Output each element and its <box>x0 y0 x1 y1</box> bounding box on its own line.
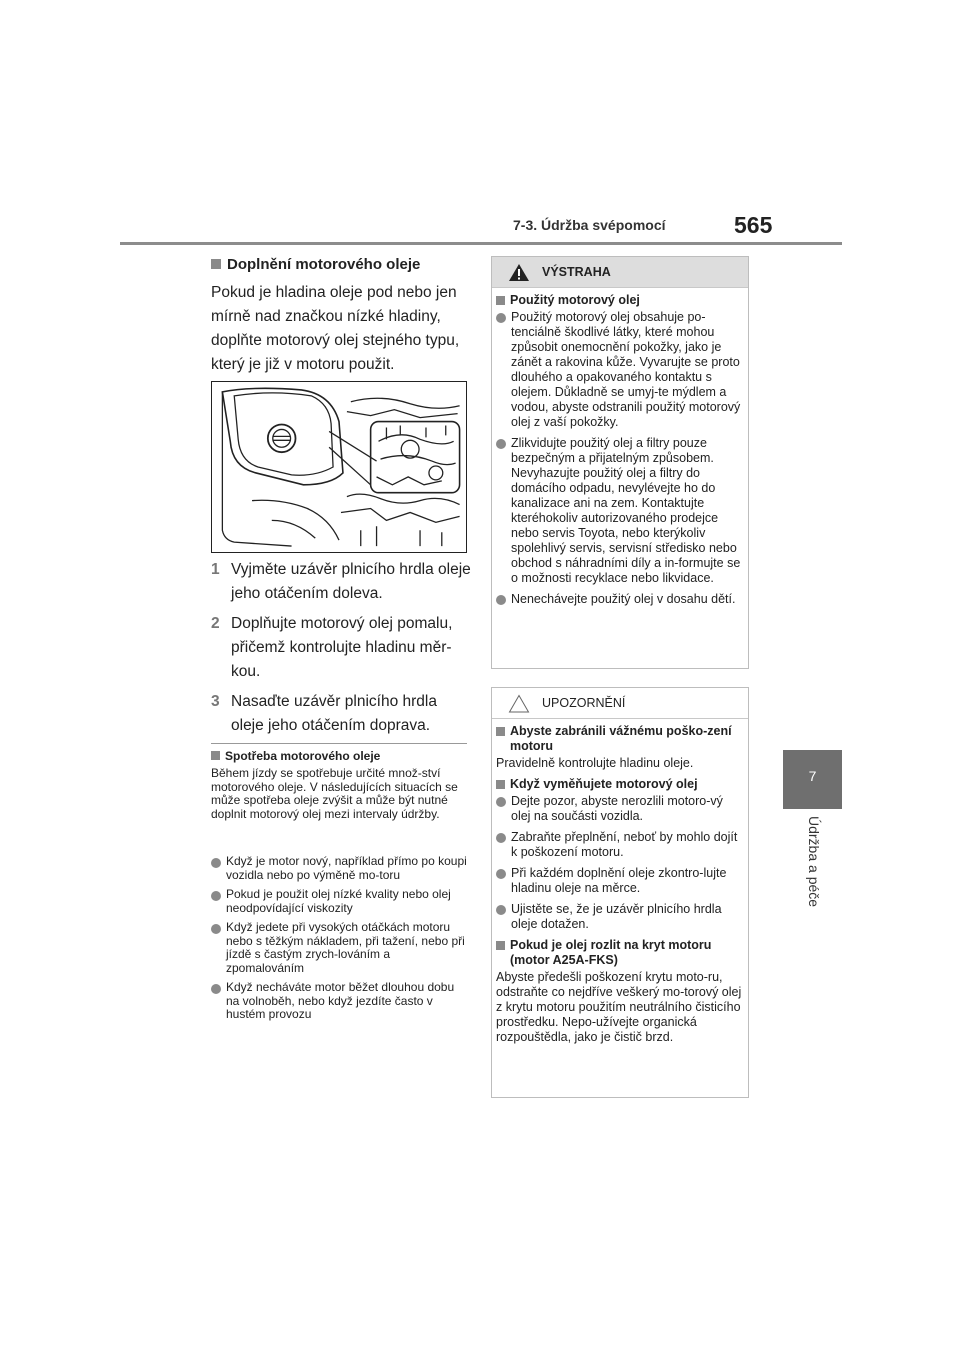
step-number: 2 <box>211 615 220 632</box>
list-item <box>496 592 743 607</box>
bullet-icon <box>496 439 506 449</box>
list-item-text: Zabraňte přeplnění, neboť by mohlo dojít k poškození motoru. <box>511 830 738 859</box>
warning-title: VÝSTRAHA <box>542 265 611 279</box>
list-item <box>211 981 469 1022</box>
step-number: 3 <box>211 693 220 710</box>
list-item-text: Ujistěte se, že je uzávěr plnicího hrdla oleje dotažen. <box>511 902 722 931</box>
bullet-icon <box>211 984 221 994</box>
list-item-text: Dejte pozor, abyste nerozlili motoro-vý olej na součásti vozidla. <box>511 794 723 823</box>
divider <box>211 743 467 744</box>
bullet-icon <box>496 833 506 843</box>
list-item <box>496 830 743 860</box>
warning-heading-text: Použitý motorový olej <box>510 293 640 307</box>
section-heading-text: Doplnění motorového oleje <box>227 256 421 273</box>
square-bullet-icon <box>496 296 505 305</box>
bullet-icon <box>496 797 506 807</box>
section-heading <box>211 256 420 273</box>
chapter-tab <box>783 750 842 809</box>
list-item-text: Použitý motorový olej obsahuje po-tenciálně škodlivé látky, které mohou způsobit onemocnění pokožky, jako je zánět a rakovina kůže. Vyvarujte se proto dlouhého a opakovaného kontaktu s olejem. Důkladně se umyj-te mýdlem a vodou, abyste odstranili použitý motorový olej z vaší pokožky. <box>511 310 741 429</box>
engine-illustration <box>211 381 467 553</box>
warning-header <box>492 257 748 288</box>
square-bullet-icon <box>496 941 505 950</box>
list-item-text: Když je motor nový, například přímo po koupi vozidla nebo po výměně mo-toru <box>226 854 467 882</box>
notice-heading <box>496 938 743 968</box>
warning-triangle-icon <box>508 263 530 282</box>
engine-bay-drawing <box>212 382 466 552</box>
bullet-icon <box>496 905 506 915</box>
list-item-text: Zlikvidujte použitý olej a filtry pouze bezpečným a přijatelným způsobem. Nevyhazujte použitý olej a filtry do domácího odpadu, nevylévejte ho do kanalizace ani na zem. Kontaktujte kteréhokoliv autorizovaného prodejce nebo servis Toyota, nebo kterýkoliv spolehlivý servis, servisní středisko nebo obchod s náhradními díly a in-formujte se o možnosti recyklace nebo likvidace. <box>511 436 741 585</box>
step-text: Vyjměte uzávěr plnicího hrdla oleje jeho otáčením doleva. <box>231 561 471 602</box>
list-item-text: Nenechávejte použitý olej v dosahu dětí. <box>511 592 736 606</box>
section-title: 7-3. Údržba svépomocí <box>513 217 666 233</box>
bullet-icon <box>496 313 506 323</box>
list-item <box>496 866 743 896</box>
warning-box <box>491 256 749 669</box>
notice-heading-text: Abyste zabránili vážnému poško-zení motoru <box>510 724 732 753</box>
list-item <box>496 794 743 824</box>
square-bullet-icon <box>496 780 505 789</box>
list-item <box>211 888 469 915</box>
notice-heading-text: Když vyměňujete motorový olej <box>510 777 698 791</box>
step-item <box>211 558 473 606</box>
notice-box <box>491 687 749 1098</box>
step-text: Doplňujte motorový olej pomalu, přičemž kontrolujte hladinu měr-kou. <box>231 615 453 680</box>
step-number: 1 <box>211 561 220 578</box>
bullet-icon <box>496 595 506 605</box>
chapter-title: Údržba a péče <box>806 816 822 908</box>
notice-heading <box>496 724 743 754</box>
step-text: Nasaďte uzávěr plnicího hrdla oleje jeho otáčením doprava. <box>231 693 437 734</box>
sub-heading <box>211 749 380 763</box>
bullet-icon <box>211 891 221 901</box>
notice-paragraph: Abyste předešli poškození krytu moto-ru, odstraňte co nejdříve veškerý mo-torový olej z krytu motoru použitím neutrálního čisticího prostředku. Nepo-užívejte organická rozpouštědla, jako je čistič brzd. <box>496 970 742 1044</box>
chapter-number: 7 <box>808 768 817 784</box>
list-item-text: Pokud je použit olej nízké kvality nebo olej neodpovídající viskozity <box>226 887 451 915</box>
list-item-text: Když necháváte motor běžet dlouhou dobu na volnoběh, nebo když jezdíte často v hustém provozu <box>226 980 455 1021</box>
list-item <box>496 902 743 932</box>
list-item <box>496 436 743 586</box>
square-bullet-icon <box>496 727 505 736</box>
notice-title: UPOZORNĚNÍ <box>542 696 626 710</box>
warning-heading <box>496 293 743 308</box>
sub-paragraph: Během jízdy se spotřebuje určité množ-ství motorového oleje. V následujících situacích se může spotřeba oleje zvýšit a může být nutné doplnit motorový olej mezi intervaly údržby. <box>211 766 458 821</box>
sub-heading-text: Spotřeba motorového oleje <box>225 749 381 763</box>
intro-paragraph: Pokud je hladina oleje pod nebo jen mírně nad značkou nízké hladiny, doplňte motorový olej stejného typu, který je již v motoru použit. <box>211 284 460 373</box>
square-bullet-icon <box>211 259 221 269</box>
notice-paragraph: Pravidelně kontrolujte hladinu oleje. <box>496 756 694 770</box>
list-item <box>211 921 469 975</box>
list-item-text: Když jedete při vysokých otáčkách motoru nebo s těžkým nákladem, při tažení, nebo při jízdě s častým zrych-lováním a zpomalováním <box>226 920 465 975</box>
bullet-icon <box>211 858 221 868</box>
caution-triangle-icon <box>508 694 530 713</box>
notice-header <box>492 688 748 719</box>
consumption-bullets <box>211 855 469 1028</box>
bullet-icon <box>211 924 221 934</box>
notice-heading <box>496 777 743 792</box>
notice-heading-text: Pokud je olej rozlit na kryt motoru (motor A25A-FKS) <box>510 938 712 967</box>
list-item <box>496 310 743 430</box>
list-item <box>211 855 469 882</box>
header-rule <box>120 242 842 245</box>
bullet-icon <box>496 869 506 879</box>
step-item <box>211 690 473 738</box>
list-item-text: Při každém doplnění oleje zkontro-lujte hladinu oleje na měrce. <box>511 866 727 895</box>
steps-list <box>211 558 473 744</box>
square-bullet-icon <box>211 751 220 760</box>
step-item <box>211 612 473 684</box>
page-number: 565 <box>734 212 773 238</box>
